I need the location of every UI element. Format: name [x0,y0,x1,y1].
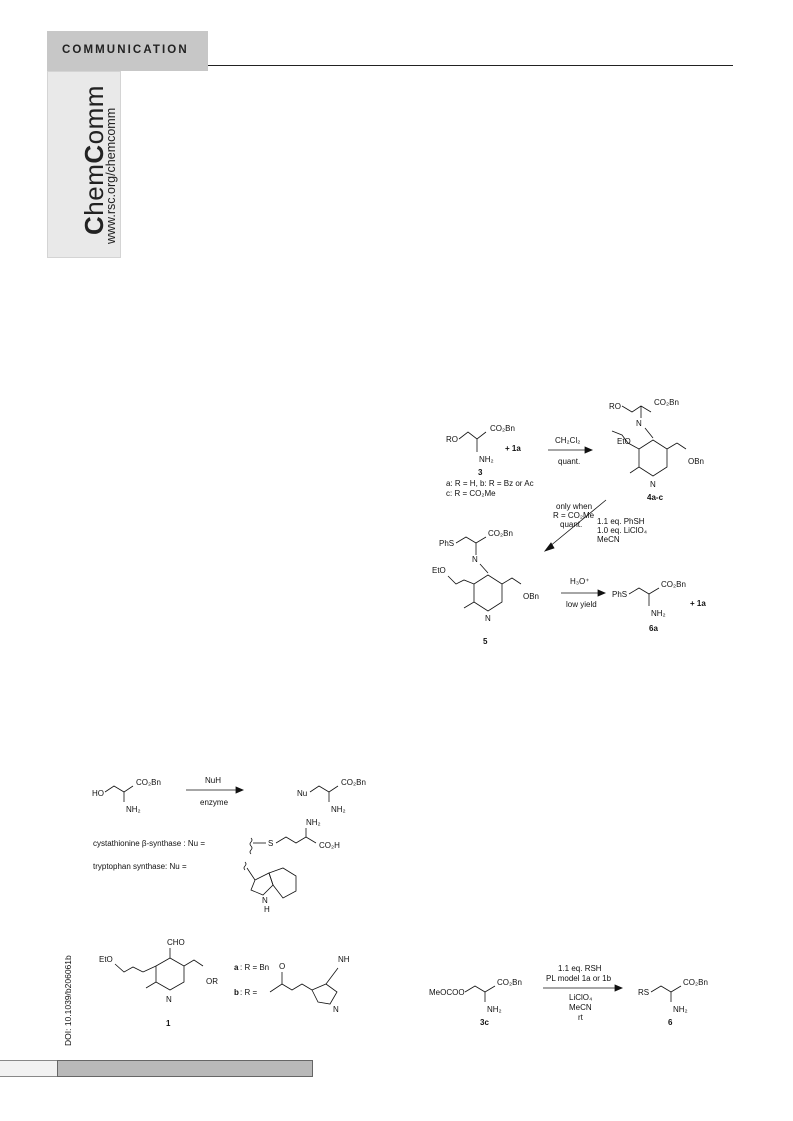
reagent-ch2cl2: CH₂Cl₂ [555,436,581,445]
cond-mecn: MeCN [597,535,620,544]
label-eto-1: EtO [99,955,113,964]
label-nh-imidazole: NH [338,955,350,964]
label-nuh: NuH [205,776,222,785]
cond-pl-model: PL model 1a or 1b [546,974,612,983]
label-nh2: NH₂ [479,455,494,464]
cond-h3o: H₃O⁺ [570,577,590,586]
cond-liclo4: 1.0 eq. LiClO₄ [597,526,647,535]
label-nh2-3c: NH₂ [487,1005,502,1014]
label-n-1: N [166,995,172,1004]
r-definitions-ab: a: R = H, b: R = Bz or Ac [446,479,534,488]
cond-rt: rt [578,1013,583,1022]
label-n-imidazole: N [333,1005,339,1014]
label-ho: HO [92,789,104,798]
label-phs-5: PhS [439,539,455,548]
label-n-imine-5: N [472,555,478,564]
section-title: COMMUNICATION [62,44,189,56]
label-nh2-6: NH₂ [673,1005,688,1014]
scheme-top [432,398,706,646]
label-co2bn-ser: CO₂Bn [136,778,161,787]
label-or: OR [206,977,218,986]
label-o-ketone: O [279,962,286,971]
compound-4-label: 4a-c [647,493,664,502]
label-ro: RO [446,435,458,444]
compound-6-label: 6 [668,1018,673,1027]
cond-low-yield: low yield [566,600,597,609]
label-b-text: : R = [240,988,258,997]
label-obn-4: OBn [688,457,705,466]
compound-1-label: 1 [166,1019,171,1028]
label-obn-5: OBn [523,592,540,601]
label-meocoo: MeOCOO [429,988,465,997]
label-eto-4: EtO [617,437,631,446]
scheme-bottom [429,964,708,1027]
journal-logo: ChemComm [79,85,109,235]
compound-5-label: 5 [483,637,488,646]
cond-only-when: only when [556,502,593,511]
label-nu: Nu [297,789,308,798]
label-a: a [234,963,239,972]
cond-phsh: 1.1 eq. PhSH [597,517,645,526]
label-co2bn-3c: CO₂Bn [497,978,522,987]
label-co2bn-5: CO₂Bn [488,529,513,538]
doi-label: DOI: 10.1039/b206061b [63,955,73,1046]
label-co2bn-nu: CO₂Bn [341,778,366,787]
label-trp: tryptophan synthase: Nu = [93,862,187,871]
label-h-indole: H [264,905,270,914]
compound-6a-label: 6a [649,624,658,633]
label-phs-6a: PhS [612,590,628,599]
condition-quant: quant. [558,457,581,466]
label-cbs: cystathionine β-synthase : Nu = [93,839,205,848]
label-n-pyridine: N [650,480,656,489]
compound-3-label: 3 [478,468,483,477]
label-co2bn-6: CO₂Bn [683,978,708,987]
cond-quant: quant. [560,520,583,529]
label-b: b [234,988,239,997]
cond-mecn-b: MeCN [569,1003,592,1012]
cond-liclo4-b: LiClO₄ [569,993,593,1002]
label-co2bn: CO₂Bn [490,424,515,433]
label-plus-1a-end: + 1a [690,599,706,608]
r-definitions-c: c: R = CO₂Me [446,489,496,498]
journal-url: www.rsc.org/chemcomm [104,107,118,244]
label-nh2-nu: NH₂ [331,805,346,814]
label-co2bn-4: CO₂Bn [654,398,679,407]
label-a-text: : R = Bn [240,963,270,972]
label-ro-4: RO [609,402,621,411]
scheme-enzyme [92,776,366,914]
label-nh2-cys: NH₂ [306,818,321,827]
label-n-indole: N [262,896,268,905]
label-eto-5: EtO [432,566,446,575]
label-nh2-ser: NH₂ [126,805,141,814]
label-co2bn-6a: CO₂Bn [661,580,686,589]
cond-rsh: 1.1 eq. RSH [558,964,602,973]
cond-r-eq: R = CO₂Me [553,511,595,520]
label-n-imine: N [636,419,642,428]
label-n-pyridine-5: N [485,614,491,623]
label-rs: RS [638,988,650,997]
label-s: S [268,839,274,848]
label-plus-1a: + 1a [505,444,521,453]
label-co2h: CO₂H [319,841,340,850]
label-cho: CHO [167,938,185,947]
scheme-pl-model [99,938,350,1028]
label-nh2-6a: NH₂ [651,609,666,618]
compound-3c-label: 3c [480,1018,489,1027]
label-enzyme: enzyme [200,798,229,807]
